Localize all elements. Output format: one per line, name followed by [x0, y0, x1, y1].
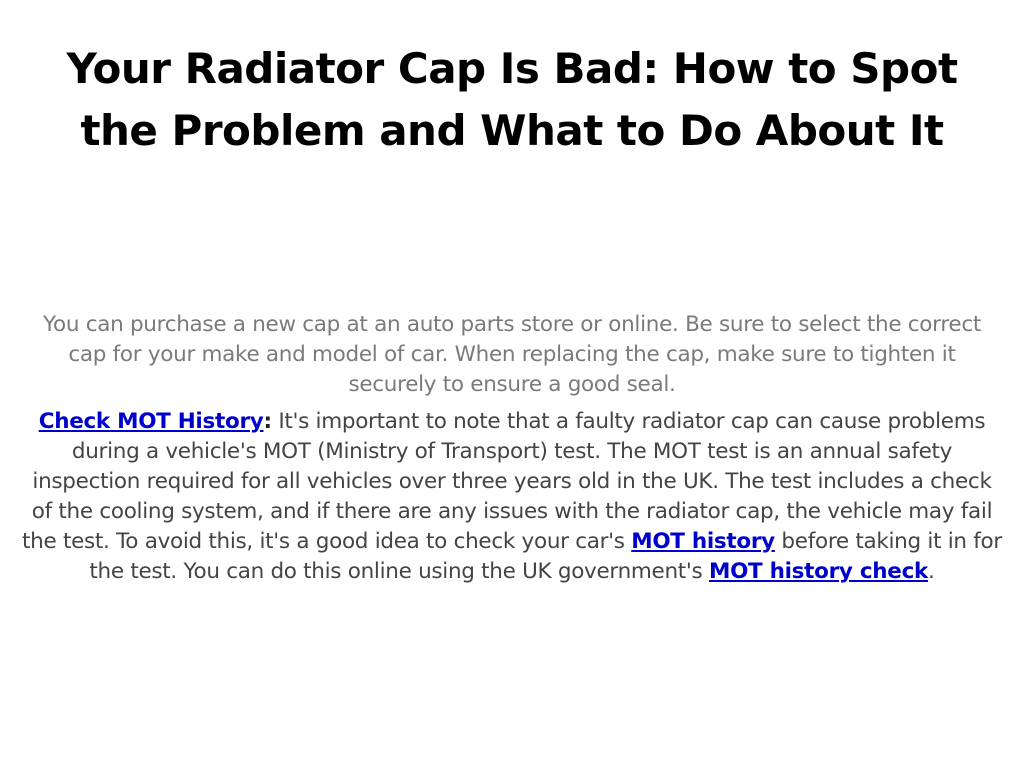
page-title: Your Radiator Cap Is Bad: How to Spot the Problem and What to Do About It [66, 44, 958, 155]
mot-paragraph-end: . [928, 559, 935, 584]
mot-paragraph-text-a: It's important to note that a faulty radiator cap can cause problems during a vehicle's MOT (Ministry of Transport) test. The MOT test is an annual safety inspection required for all vehicles over three years old in the UK. The test includes a check of the cooling system, and if there are any issues with the radiator cap, the vehicle may fail the test. To avoid this, it's a good idea to check your car's [22, 409, 993, 554]
intro-paragraph: You can purchase a new cap at an auto parts store or online. Be sure to select the correct cap for your make and model of car. When replacing the cap, make sure to tighten it securely to ensure a good seal. [43, 312, 981, 397]
lead-colon: : [263, 409, 272, 434]
check-mot-history-link[interactable]: Check MOT History [38, 409, 264, 434]
mot-history-check-link[interactable]: MOT history check [708, 559, 929, 584]
mot-paragraph [22, 407, 1002, 587]
mot-history-link[interactable]: MOT history [631, 529, 775, 554]
mot-paragraph-text-b: before taking it in for the test. You can do this online using the UK government's [89, 529, 1002, 584]
slide-body [22, 310, 1002, 587]
